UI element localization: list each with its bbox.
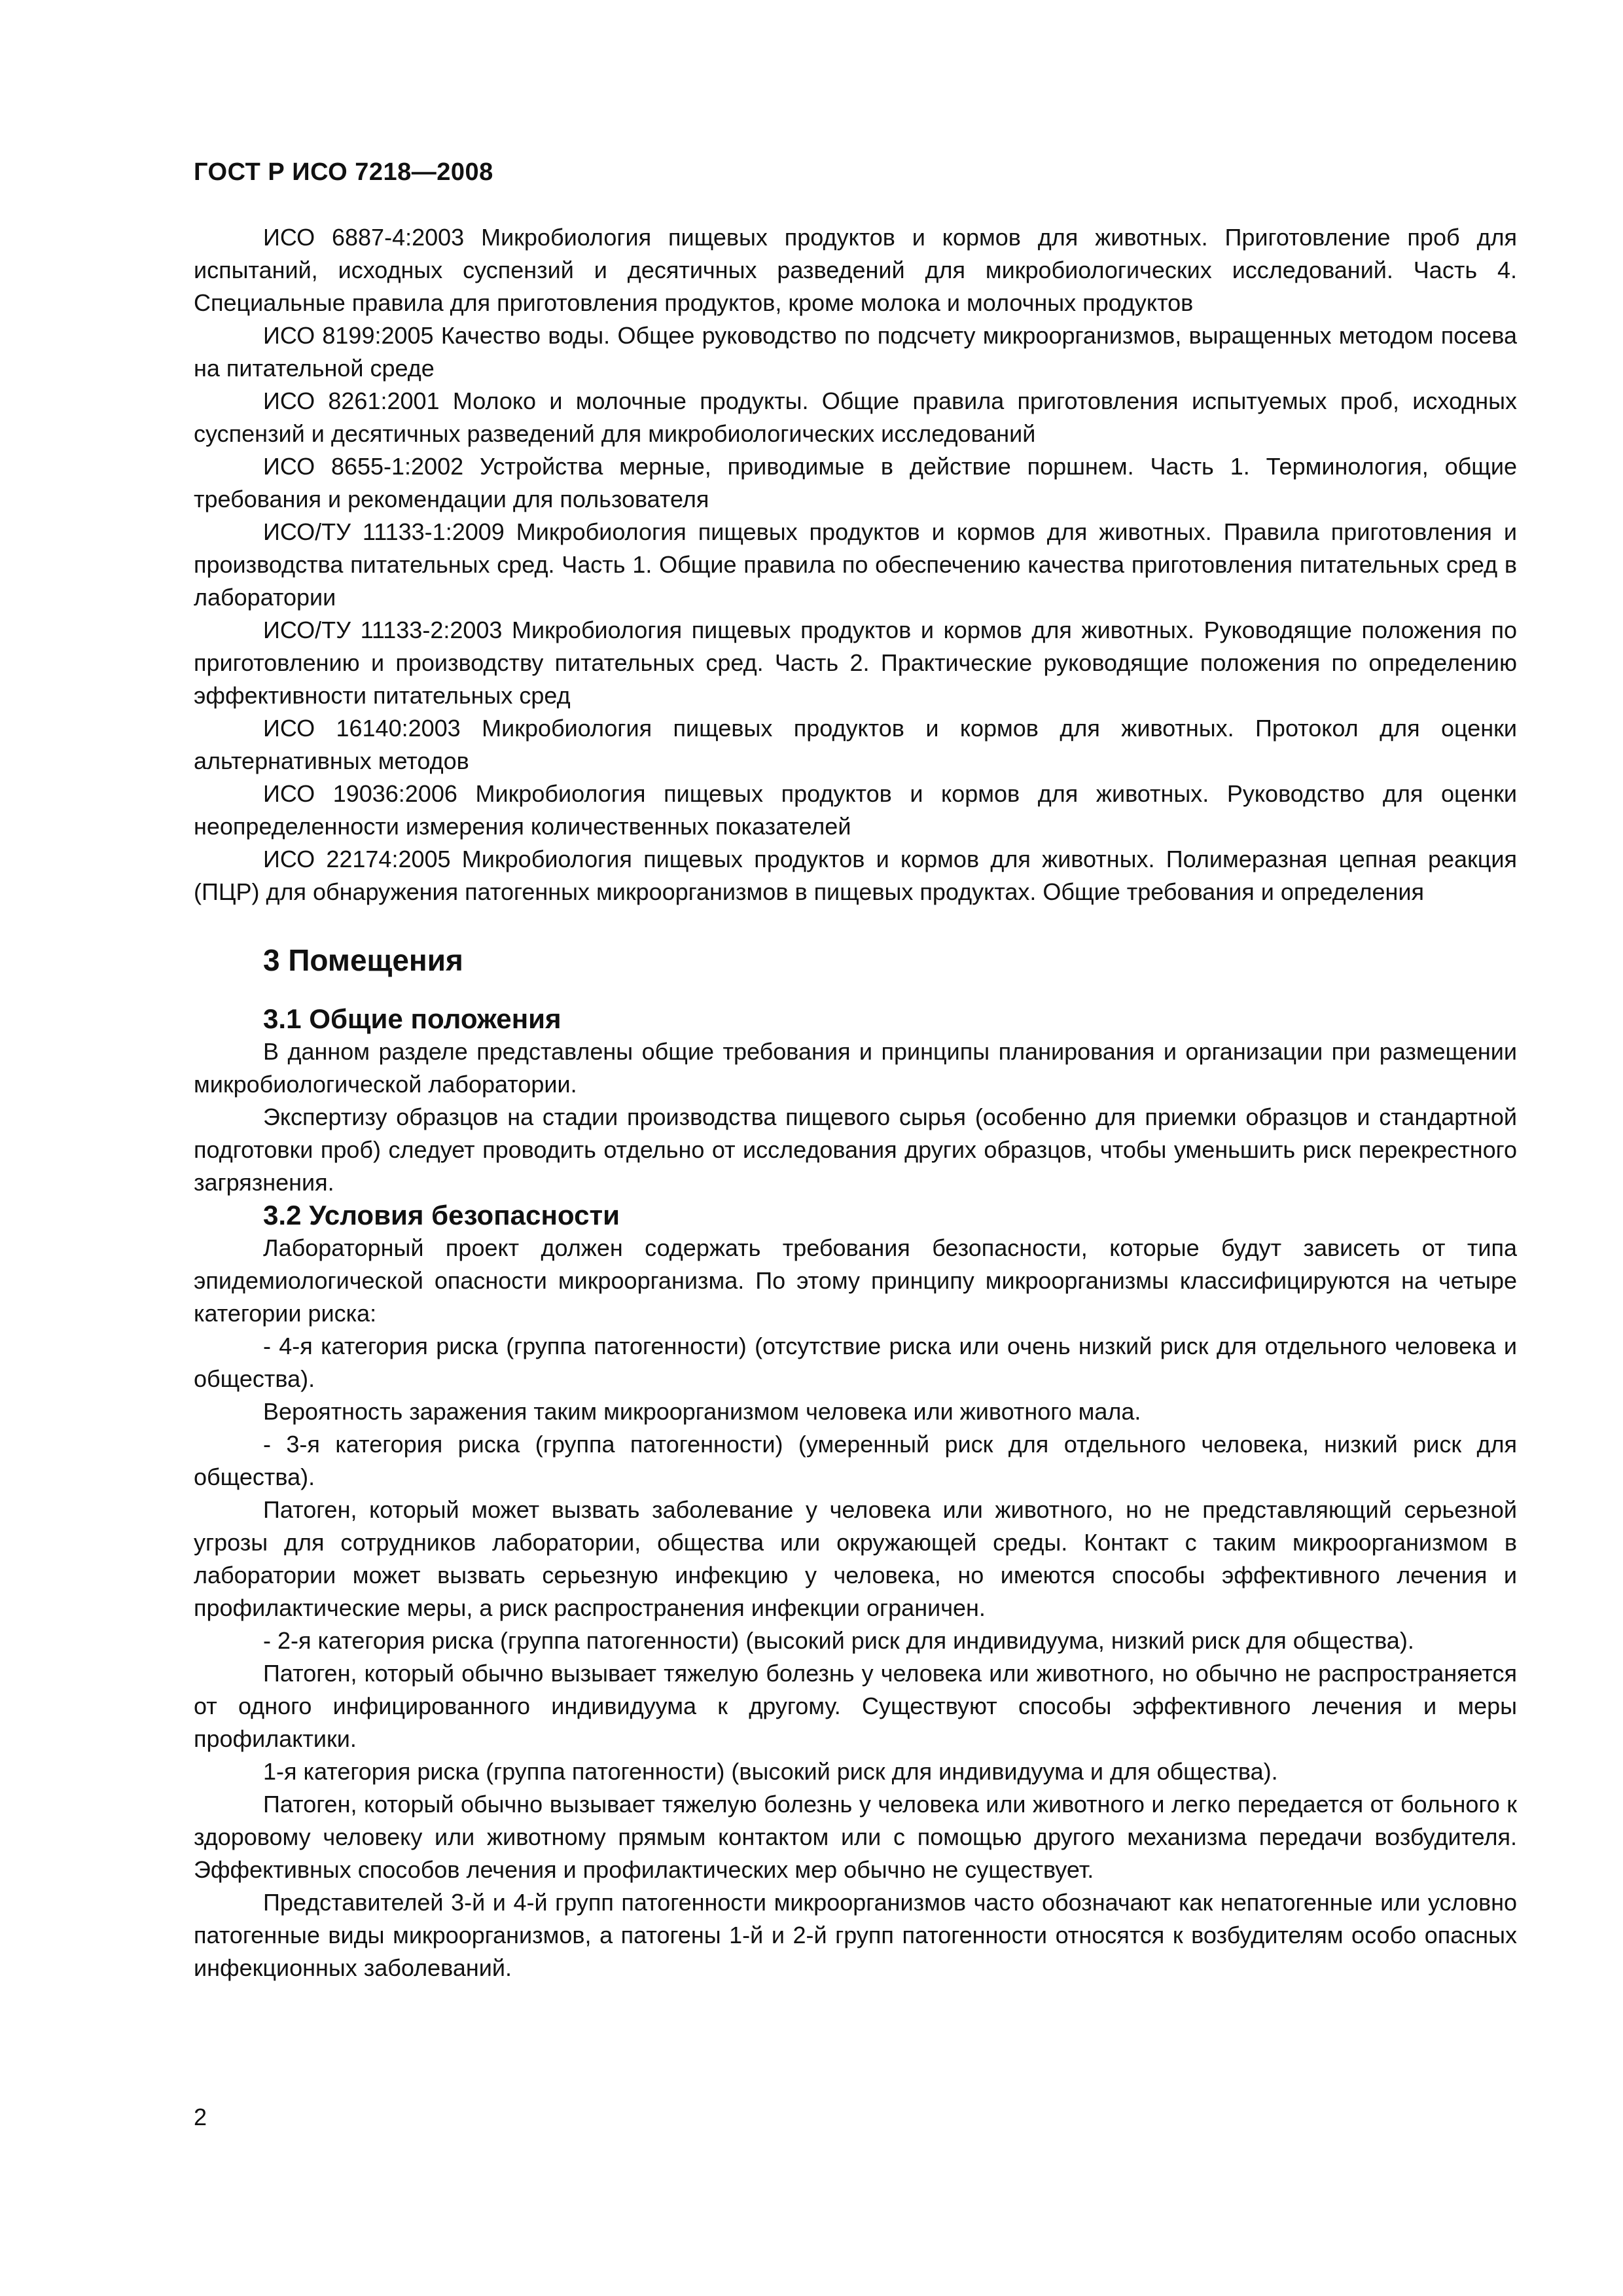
reference-item: ИСО 8261:2001 Молоко и молочные продукты. Общие правила приготовления испытуемых проб, исходных суспензий и десятичных разведений для микробиологических исследований [194, 387, 1517, 447]
paragraph: Патоген, который может вызвать заболевание у человека или животного, но не представляющий серьезной угрозы для сотрудников лаборатории, общества или окружающей среды. Контакт с таким микроорганизмом в лаборатории может вызвать серьезную инфекцию у человека, но имеются способы эффективного лечения и профилактические меры, а риск распространения инфекции ограничен. [194, 1496, 1517, 1621]
reference-item: ИСО 6887-4:2003 Микробиология пищевых продуктов и кормов для животных. Приготовление проб для испытаний, исходных суспензий и десятичных разведений для микробиологических исследований. Часть 4. Специальные правила для приготовления продуктов, кроме молока и молочных продуктов [194, 224, 1517, 316]
paragraph: Вероятность заражения таким микроорганизмом человека или животного мала. [263, 1398, 1141, 1425]
normative-references-list [194, 221, 1517, 908]
paragraph: Представителей 3-й и 4-й групп патогенности микроорганизмов часто обозначают как непатогенные или условно патогенные виды микроорганизмов, а патогены 1-й и 2-й групп патогенности относятся к возбудителям особо опасных инфекционных заболеваний. [194, 1889, 1517, 1981]
paragraph: Патоген, который обычно вызывает тяжелую болезнь у человека или животного и легко передается от больного к здоровому человеку или животному прямым контактом или с помощью другого механизма передачи возбудителя. Эффективных способов лечения и профилактических мер обычно не существует. [194, 1791, 1517, 1883]
subsection-3-2-title: 3.2 Условия безопасности [263, 1200, 620, 1230]
document-header-code: ГОСТ Р ИСО 7218—2008 [194, 158, 493, 186]
document-body [194, 221, 1517, 1984]
reference-item: ИСО/ТУ 11133-1:2009 Микробиология пищевых продуктов и кормов для животных. Правила приготовления и производства питательных сред. Часть 1. Общие правила по обеспечению качества приготовления питательных сред в лаборатории [194, 518, 1517, 611]
section-3-title: 3 Помещения [263, 943, 463, 977]
reference-item: ИСО 22174:2005 Микробиология пищевых продуктов и кормов для животных. Полимеразная цепная реакция (ПЦР) для обнаружения патогенных микроорганизмов в пищевых продуктах. Общие требования и определения [194, 846, 1517, 905]
risk-category-item: 1-я категория риска (группа патогенности) (высокий риск для индивидуума и для общества). [263, 1758, 1278, 1785]
reference-item: ИСО 19036:2006 Микробиология пищевых продуктов и кормов для животных. Руководство для оценки неопределенности измерения количественных показателей [194, 780, 1517, 840]
reference-item: ИСО/ТУ 11133-2:2003 Микробиология пищевых продуктов и кормов для животных. Руководящие положения по приготовлению и производству питательных сред. Часть 2. Практические руководящие положения по определению эффективности питательных сред [194, 617, 1517, 709]
reference-item: ИСО 16140:2003 Микробиология пищевых продуктов и кормов для животных. Протокол для оценки альтернативных методов [194, 715, 1517, 774]
page-number: 2 [194, 2104, 207, 2130]
reference-item: ИСО 8199:2005 Качество воды. Общее руководство по подсчету микроорганизмов, выращенных методом посева на питательной среде [194, 322, 1517, 382]
risk-category-item: - 4-я категория риска (группа патогенности) (отсутствие риска или очень низкий риск для отдельного человека и общества). [194, 1333, 1517, 1392]
risk-category-item: - 2-я категория риска (группа патогенности) (высокий риск для индивидуума, низкий риск для общества). [263, 1627, 1414, 1654]
paragraph: В данном разделе представлены общие требования и принципы планирования и организации при размещении микробиологической лаборатории. [194, 1038, 1517, 1098]
reference-item: ИСО 8655-1:2002 Устройства мерные, приводимые в действие поршнем. Часть 1. Терминология, общие требования и рекомендации для пользователя [194, 453, 1517, 512]
risk-category-item: - 3-я категория риска (группа патогенности) (умеренный риск для отдельного человека, низкий риск для общества). [194, 1431, 1517, 1490]
subsection-3-1-title: 3.1 Общие положения [263, 1003, 562, 1034]
paragraph: Экспертизу образцов на стадии производства пищевого сырья (особенно для приемки образцов и стандартной подготовки проб) следует проводить отдельно от исследования других образцов, чтобы уменьшить риск перекрестного загрязнения. [194, 1103, 1517, 1196]
paragraph: Лабораторный проект должен содержать требования безопасности, которые будут зависеть от типа эпидемиологической опасности микроорганизма. По этому принципу микроорганизмы классифицируются на четыре категории риска: [194, 1234, 1517, 1327]
paragraph: Патоген, который обычно вызывает тяжелую болезнь у человека или животного, но обычно не распространяется от одного инфицированного индивидуума к другому. Существуют способы эффективного лечения и меры профилактики. [194, 1660, 1517, 1752]
